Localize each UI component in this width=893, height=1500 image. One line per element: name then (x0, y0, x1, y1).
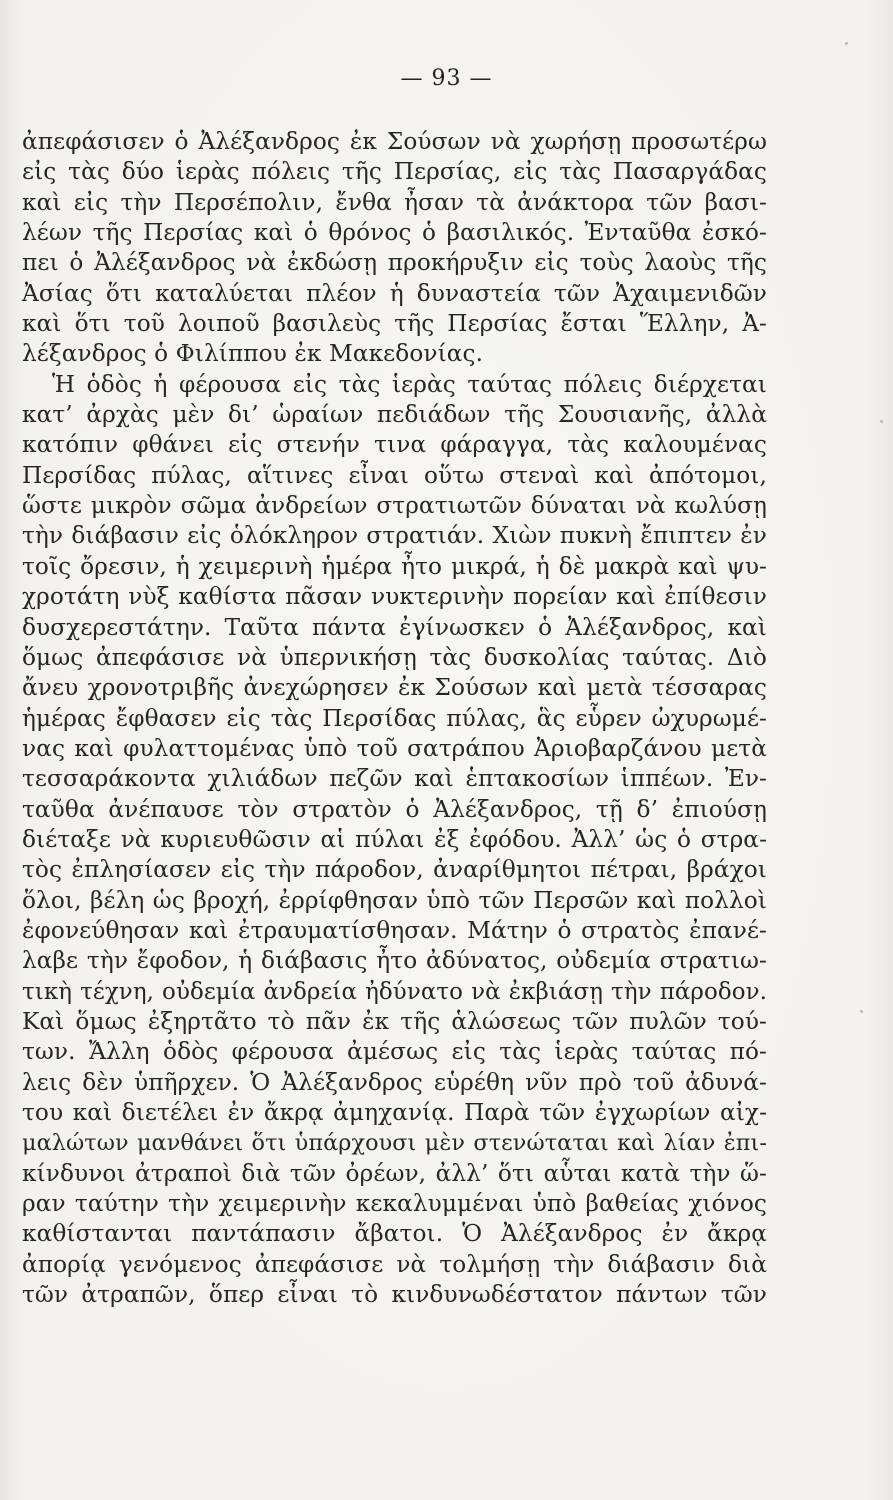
text-line: Ἡ ὁδὸς ἡ φέρουσα εἰς τὰς ἱερὰς ταύτας πόλεις διέρχεται (52, 370, 767, 398)
text-line: πει ὁ Ἀλέξανδρος νὰ ἐκδώσῃ προκήρυξιν εἰς τοὺς λαοὺς τῆς (22, 249, 767, 277)
text-line: Καὶ ὅμως ἐξηρτᾶτο τὸ πᾶν ἐκ τῆς ἁλώσεως τῶν πυλῶν τού- (22, 1007, 767, 1035)
text-line: των. Ἄλλη ὁδὸς φέρουσα ἀμέσως εἰς τὰς ἱερὰς ταύτας πό- (22, 1038, 767, 1066)
text-line: λαβε τὴν ἔφοδον, ἡ διάβασις ἦτο ἀδύνατος, οὐδεμία στρατιω- (22, 947, 767, 975)
body-text (22, 127, 767, 1310)
text-line: τοῖς ὄρεσιν, ἡ χειμερινὴ ἡμέρα ἦτο μικρά, ἡ δὲ μακρὰ καὶ ψυ- (22, 552, 767, 580)
text-line: ὅμως ἀπεφάσισε νὰ ὑπερνικήσῃ τὰς δυσκολίας ταύτας. Διὸ (22, 643, 767, 671)
text-line: τικὴ τέχνη, οὐδεμία ἀνδρεία ἠδύνατο νὰ ἐκβιάσῃ τὴν πάροδον. (22, 978, 767, 1005)
paper-speck (880, 420, 883, 423)
text-line: καὶ ὅτι τοῦ λοιποῦ βασιλεὺς τῆς Περσίας ἔσται Ἕλλην, Ἀ- (22, 310, 767, 338)
text-line: λεις δὲν ὑπῆρχεν. Ὁ Ἀλέξανδρος εὑρέθη νῦν πρὸ τοῦ ἀδυνά- (22, 1068, 767, 1096)
text-line: ραν ταύτην τὴν χειμερινὴν κεκαλυμμέναι ὑπὸ βαθείας χιόνος (22, 1190, 767, 1218)
text-line: ἐφονεύθησαν καὶ ἐτραυματίσθησαν. Μάτην ὁ στρατὸς ἐπανέ- (22, 916, 767, 944)
text-line: ὥστε μικρὸν σῶμα ἀνδρείων στρατιωτῶν δύναται νὰ κωλύσῃ (22, 492, 767, 520)
text-line: ἡμέρας ἔφθασεν εἰς τὰς Περσίδας πύλας, ἃς εὗρεν ὠχυρωμέ- (22, 704, 767, 732)
text-line: δυσχερεστάτην. Ταῦτα πάντα ἐγίνωσκεν ὁ Ἀλέξανδρος, καὶ (22, 613, 767, 641)
text-line: τὸς ἐπλησίασεν εἰς τὴν πάροδον, ἀναρίθμητοι πέτραι, βράχοι (22, 856, 767, 884)
text-line: καὶ εἰς τὴν Περσέπολιν, ἔνθα ἦσαν τὰ ἀνάκτορα τῶν βασι- (22, 188, 767, 216)
text-line: τῶν ἀτραπῶν, ὅπερ εἶναι τὸ κινδυνωδέστατον πάντων τῶν (22, 1281, 767, 1309)
text-line: κίνδυνοι ἀτραποὶ διὰ τῶν ὀρέων, ἀλλ’ ὅτι αὗται κατὰ τὴν ὥ- (22, 1159, 767, 1187)
text-line: λέξανδρος ὁ Φιλίππου ἐκ Μακεδονίας. (22, 340, 484, 368)
text-line: Ἀσίας ὅτι καταλύεται πλέον ἡ δυναστεία τῶν Ἀχαιμενιδῶν (22, 279, 767, 307)
text-line: μαλώτων μανθάνει ὅτι ὑπάρχουσι μὲν στενώταται καὶ λίαν ἐπι- (22, 1130, 767, 1157)
text-line: Περσίδας πύλας, αἵτινες εἶναι οὕτω στεναὶ καὶ ἀπότομοι, (22, 461, 767, 489)
text-line: κατ’ ἀρχὰς μὲν δι’ ὡραίων πεδιάδων τῆς Σουσιανῆς, ἀλλὰ (22, 401, 767, 429)
page-number: — 93 — (400, 66, 493, 91)
paper-speck (845, 42, 848, 45)
text-line: λέων τῆς Περσίας καὶ ὁ θρόνος ὁ βασιλικός. Ἐνταῦθα ἐσκό- (22, 219, 767, 247)
text-line: ἀπορίᾳ γενόμενος ἀπεφάσισε νὰ τολμήσῃ τὴν διάβασιν διὰ (22, 1250, 767, 1278)
text-line: ταῦθα ἀνέπαυσε τὸν στρατὸν ὁ Ἀλέξανδρος, τῇ δ’ ἐπιούσῃ (22, 795, 767, 823)
paper-speck (860, 1010, 863, 1013)
text-line: τεσσαράκοντα χιλιάδων πεζῶν καὶ ἑπτακοσίων ἱππέων. Ἐν- (22, 765, 767, 793)
text-line: καθίστανται παντάπασιν ἄβατοι. Ὁ Ἀλέξανδρος ἐν ἄκρᾳ (22, 1220, 767, 1248)
text-line: του καὶ διετέλει ἐν ἄκρᾳ ἀμηχανίᾳ. Παρὰ τῶν ἐγχωρίων αἰχ- (22, 1099, 767, 1126)
text-line: ἄνευ χρονοτριβῆς ἀνεχώρησεν ἐκ Σούσων καὶ μετὰ τέσσαρας (22, 674, 767, 702)
text-line: διέταξε νὰ κυριευθῶσιν αἱ πύλαι ἐξ ἐφόδου. Ἀλλ’ ὡς ὁ στρα- (22, 825, 767, 853)
text-line: χροτάτη νὺξ καθίστα πᾶσαν νυκτερινὴν πορείαν καὶ ἐπίθεσιν (22, 583, 767, 611)
text-line: νας καὶ φυλαττομένας ὑπὸ τοῦ σατράπου Ἀριοβαρζάνου μετὰ (22, 734, 767, 762)
text-line: εἰς τὰς δύο ἱερὰς πόλεις τῆς Περσίας, εἰς τὰς Πασαργάδας (22, 158, 767, 186)
text-line: ὅλοι, βέλη ὡς βροχή, ἐρρίφθησαν ὑπὸ τῶν Περσῶν καὶ πολλοὶ (22, 886, 767, 914)
text-line: κατόπιν φθάνει εἰς στενήν τινα φάραγγα, τὰς καλουμένας (22, 431, 767, 459)
text-line: ἀπεφάσισεν ὁ Ἀλέξανδρος ἐκ Σούσων νὰ χωρήσῃ προσωτέρω (22, 128, 767, 155)
text-line: τὴν διάβασιν εἰς ὁλόκληρον στρατιάν. Χιὼν πυκνὴ ἔπιπτεν ἐν (22, 522, 767, 550)
